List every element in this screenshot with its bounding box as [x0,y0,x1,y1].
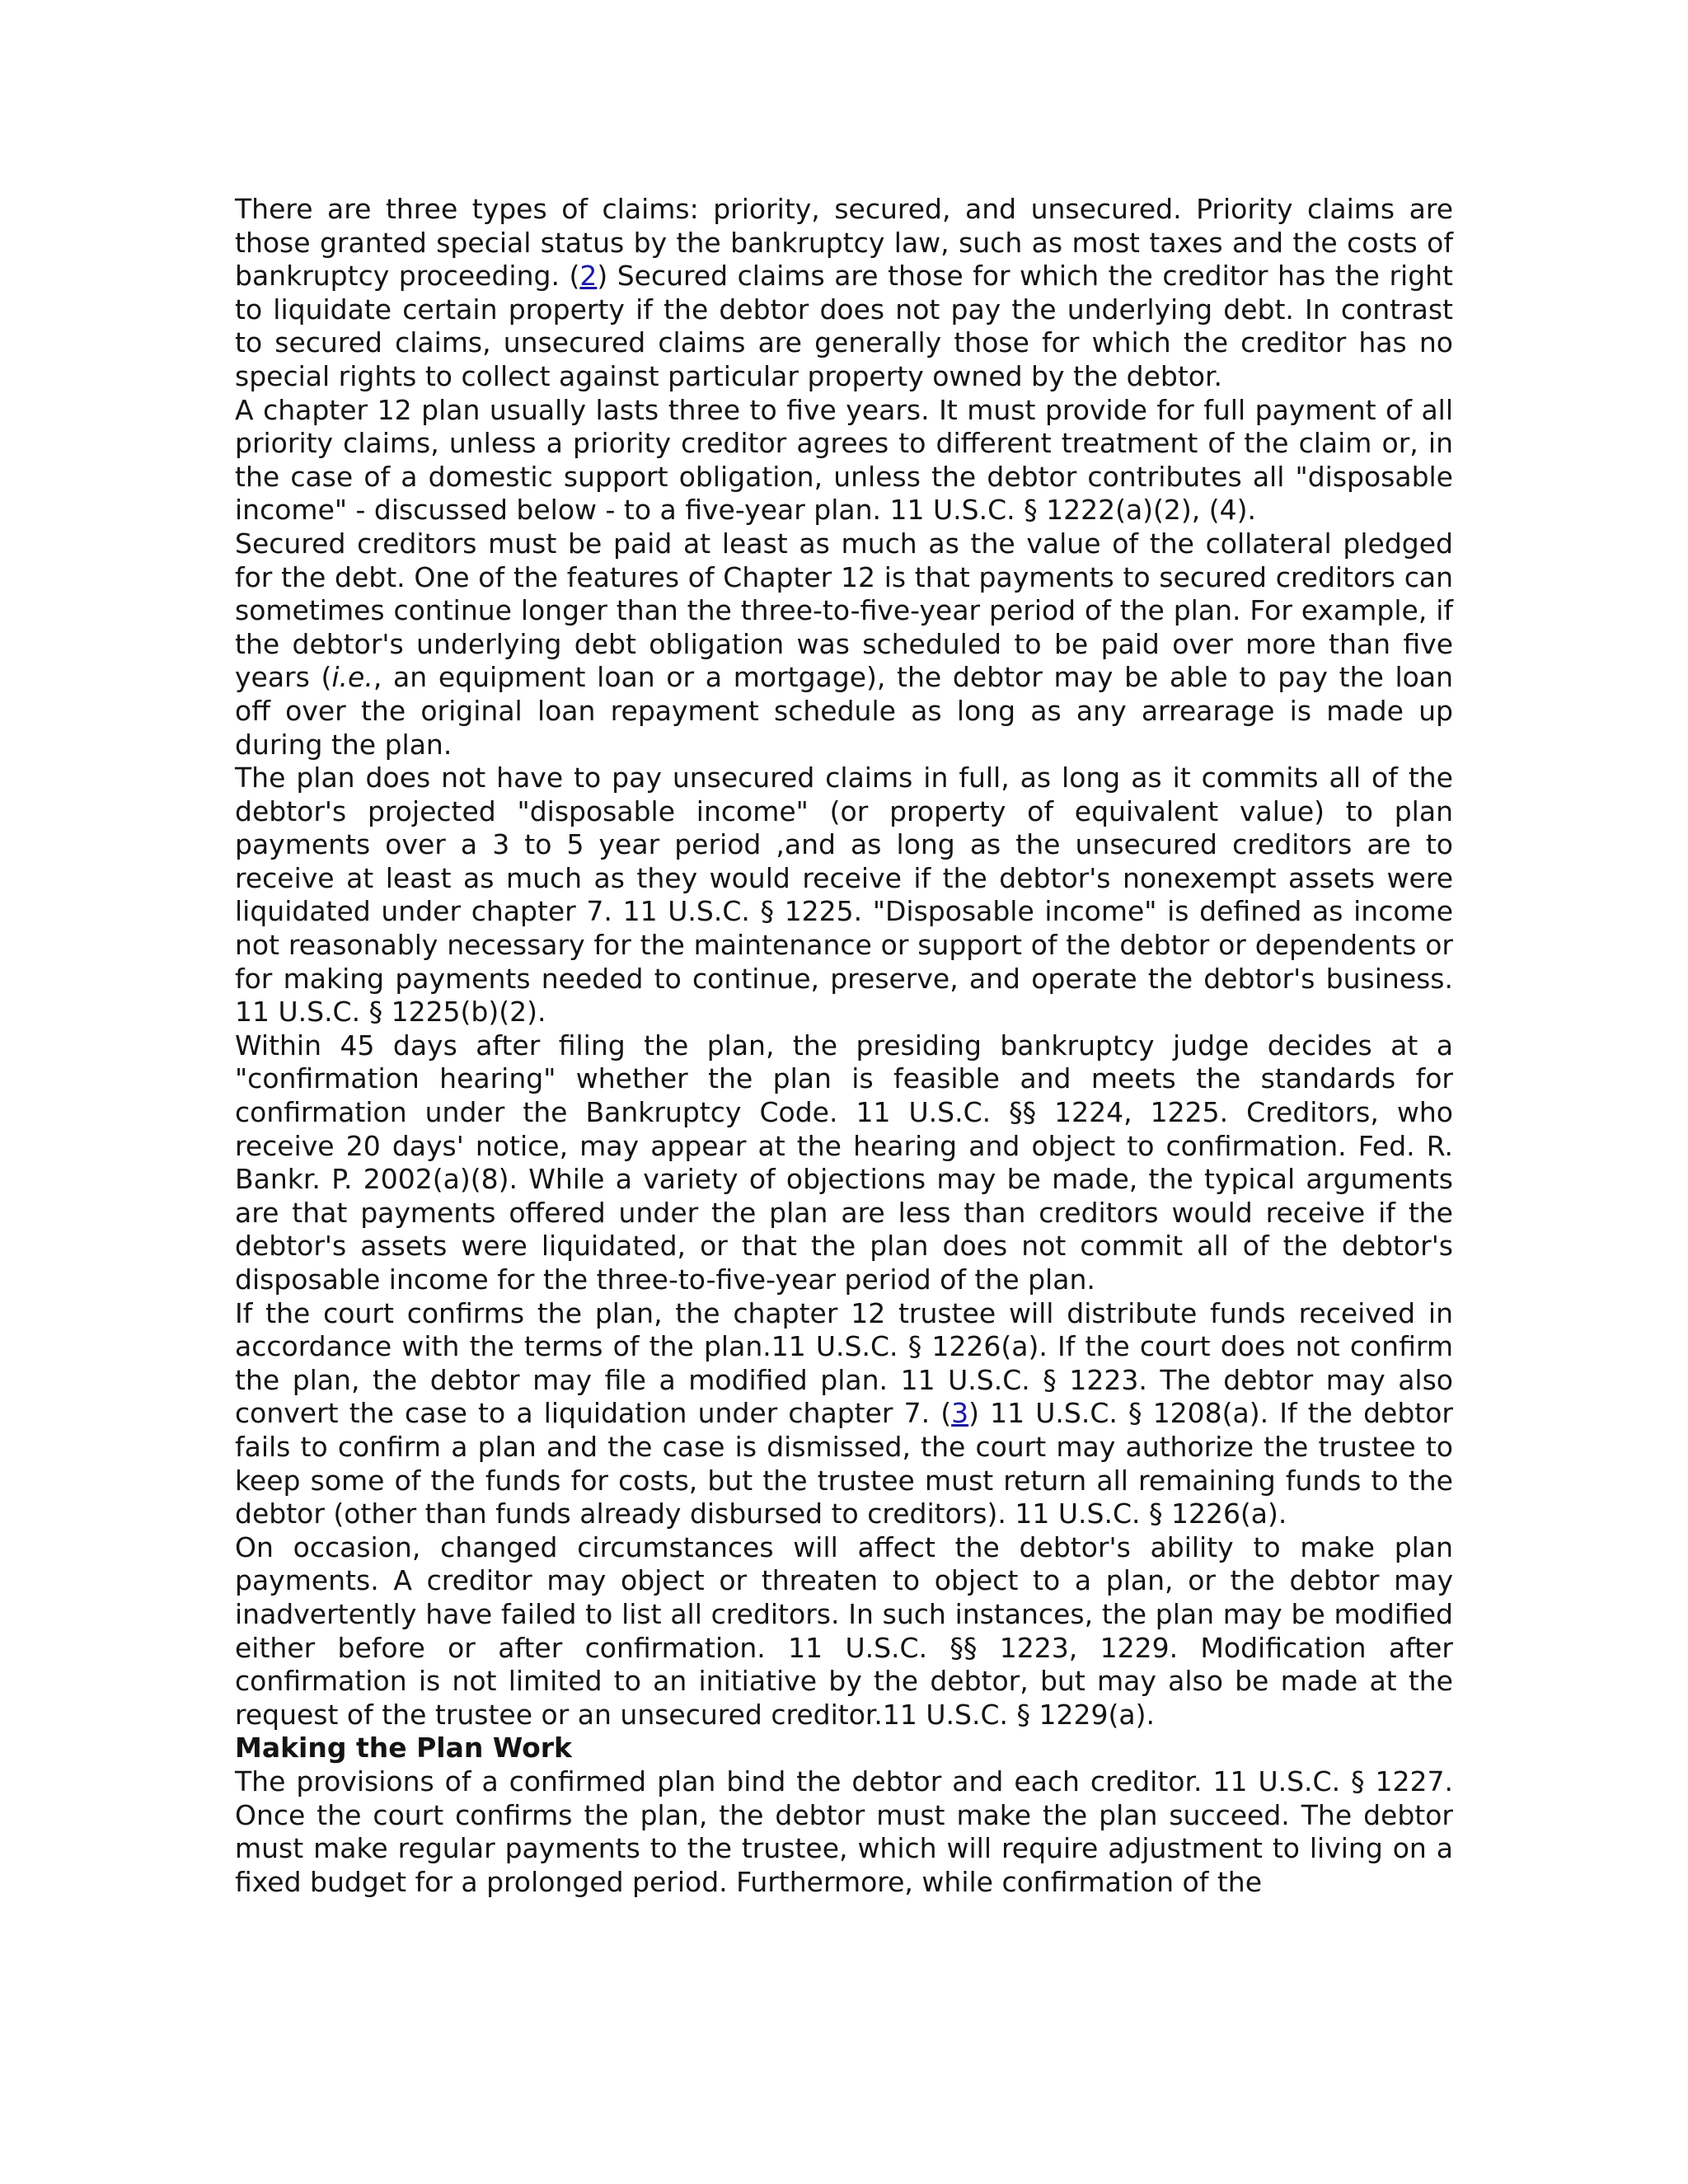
paragraph-secured-creditors [235,527,1453,762]
text-segment: Secured creditors must be paid at least as much as the value of the collateral pledged for the debt. One of the features of Chapter 12 is that payments to secured creditors can sometimes continue longer than the three-to-five-year period of the plan. For example, if the debtor's underlying debt obligation was scheduled to be paid over more than five years ( [235,527,1453,694]
paragraph-court-confirms [235,1297,1453,1531]
paragraph-unsecured-claims: The plan does not have to pay unsecured claims in full, as long as it commits all of the debtor's projected "disposable income" (or property of equivalent value) to plan payments over a 3 to 5 year period ,and as long as the unsecured creditors are to receive at least as much as they would receive if the debtor's nonexempt assets were liquidated under chapter 7. 11 U.S.C. § 1225. "Disposable income" is defined as income not reasonably necessary for the maintenance or support of the debtor or dependents or for making payments needed to continue, preserve, and operate the debtor's business. 11 U.S.C. § 1225(b)(2). [235,762,1453,1029]
text-segment: ) 11 U.S.C. § 1208(a). If the debtor fails to confirm a plan and the case is dismissed, the court may authorize the trustee to keep some of the funds for costs, but the trustee must return all remaining funds to the debtor (other than funds already disbursed to creditors). 11 U.S.C. § 1226(a). [235,1397,1453,1530]
text-segment: If the court confirms the plan, the chapter 12 trustee will distribute funds received in accordance with the terms of the plan.11 U.S.C. § 1226(a). If the court does not confirm the plan, the debtor may file a modified plan. 11 U.S.C. § 1223. The debtor may also convert the case to a liquidation under chapter 7. ( [235,1296,1453,1430]
footnote-link-3[interactable]: 3 [951,1397,969,1430]
document-body [235,193,1453,1899]
section-heading-making-plan-work: Making the Plan Work [235,1732,572,1765]
paragraph-confirmation-hearing: Within 45 days after filing the plan, the presiding bankruptcy judge decides at a "confirmation hearing" whether the plan is feasible and meets the standards for confirmation under the Bankruptcy Code. 11 U.S.C. §§ 1224, 1225. Creditors, who receive 20 days' notice, may appear at the hearing and object to confirmation. Fed. R. Bankr. P. 2002(a)(8). While a variety of objections may be made, the typical arguments are that payments offered under the plan are less than creditors would receive if the debtor's assets were liquidated, or that the plan does not commit all of the debtor's disposable income for the three-to-five-year period of the plan. [235,1029,1453,1296]
text-segment: There are three types of claims: priority, secured, and unsecured. Priority claims are those granted special status by the bankruptcy law, such as most taxes and the costs of bankruptcy proceeding. ( [235,193,1453,293]
text-segment: , an equipment loan or a mortgage), the debtor may be able to pay the loan off over the original loan repayment schedule as long as any arrearage is made up during the plan. [235,661,1453,761]
footnote-link-2[interactable]: 2 [579,260,598,293]
paragraph-modification: On occasion, changed circumstances will affect the debtor's ability to make plan payments. A creditor may object or threaten to object to a plan, or the debtor may inadvertently have failed to list all creditors. In such instances, the plan may be modified either before or after confirmation. 11 U.S.C. §§ 1223, 1229. Modification after confirmation is not limited to an initiative by the debtor, but may also be made at the request of the trustee or an unsecured creditor.11 U.S.C. § 1229(a). [235,1530,1453,1731]
paragraph-plan-provisions: The provisions of a confirmed plan bind the debtor and each creditor. 11 U.S.C. § 1227. Once the court confirms the plan, the debtor must make the plan succeed. The debtor must make regular payments to the trustee, which will require adjustment to living on a fixed budget for a prolonged period. Furthermore, while confirmation of the [235,1765,1453,1898]
italic-ie: i.e. [331,661,373,694]
paragraph-claim-types [235,193,1453,394]
text-segment: ) Secured claims are those for which the creditor has the right to liquidate certain property if the debtor does not pay the underlying debt. In contrast to secured claims, unsecured claims are generally those for which the creditor has no special rights to collect against particular property owned by the debtor. [235,260,1453,392]
paragraph-plan-length: A chapter 12 plan usually lasts three to five years. It must provide for full payment of all priority claims, unless a priority creditor agrees to different treatment of the claim or, in the case of a domestic support obligation, unless the debtor contributes all "disposable income" - discussed below - to a five-year plan. 11 U.S.C. § 1222(a)(2), (4). [235,393,1453,527]
